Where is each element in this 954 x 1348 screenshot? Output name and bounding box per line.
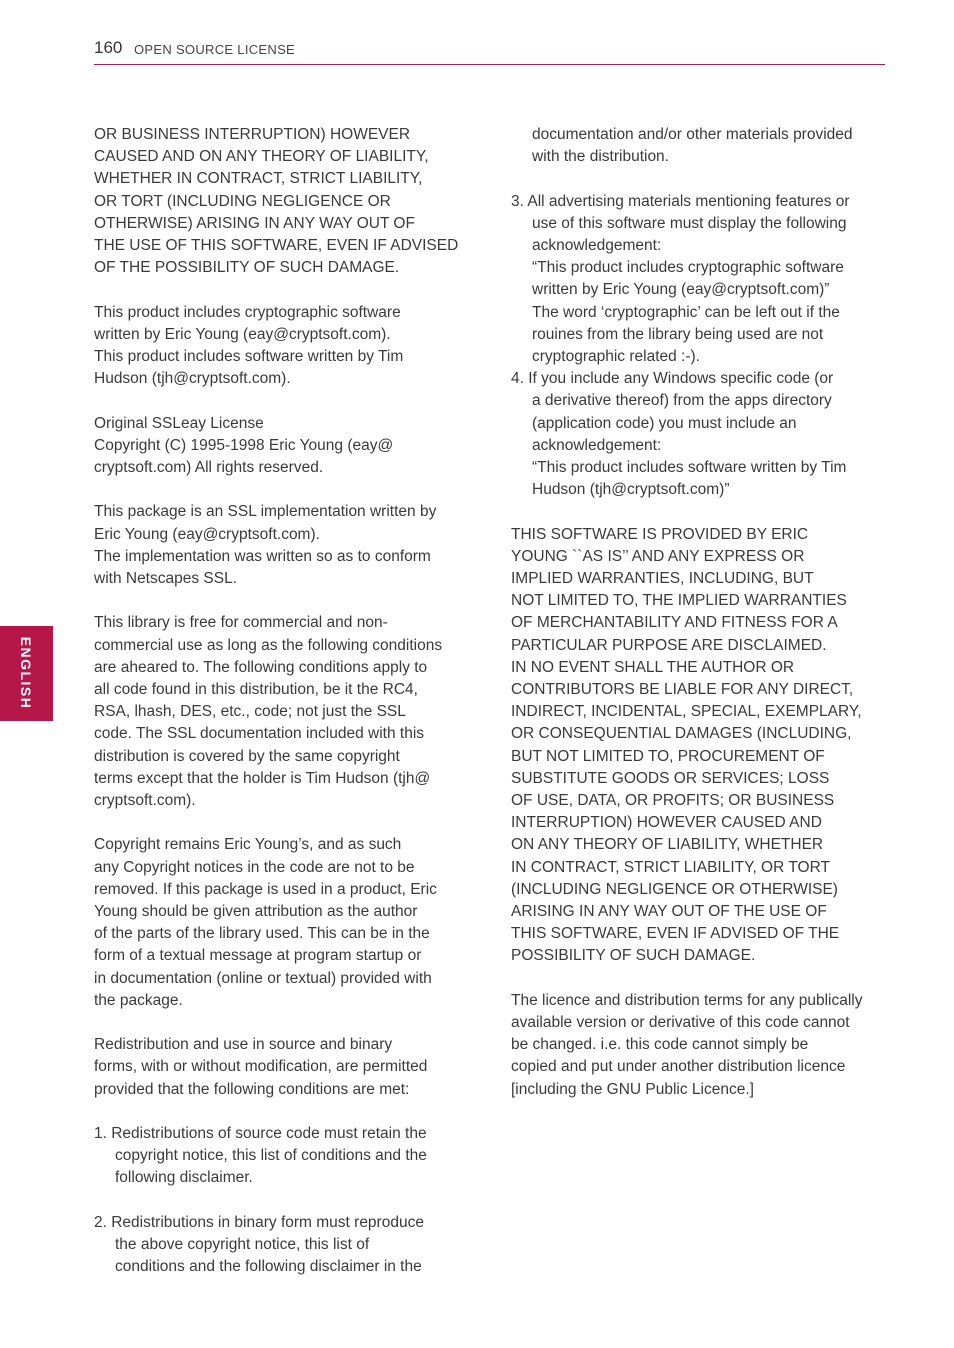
licence-terms-paragraph: The licence and distribution terms for any publically available version or derivative of this code cannot be changed. i.e. this code cannot simply be copied and put under another distribution licence [including the GNU Public Licence.] — [511, 991, 863, 1098]
ssleay-license-heading: Original SSLeay License Copyright (C) 1995-1998 Eric Young (eay@ cryptsoft.com) All rights reserved. — [94, 414, 394, 477]
left-column — [94, 124, 478, 1278]
condition-item-4: 4. If you include any Windows specific code (or a derivative thereof) from the apps directory (application code) you must include an acknowledgement: “This product includes software written by Tim Hudson (tjh@cryptsoft.com)” — [511, 370, 847, 499]
copyright-paragraph: Copyright remains Eric Young’s, and as such any Copyright notices in the code are not to be removed. If this package is used in a product, Eric Young should be given attribution as the author of the parts of the library used. This can be in the form of a textual message at program startup or in documentation (online or textual) provided with the package. — [94, 836, 437, 1009]
condition-item-2-continued: documentation and/or other materials provided with the distribution. — [532, 126, 853, 166]
language-label: ENGLISH — [18, 636, 34, 710]
free-use-paragraph: This library is free for commercial and non- commercial use as long as the following conditions are aheared to. The following conditions apply to all code found in this distribution, be it the RC4, RSA, lhash, DES, etc., code; not just the SSL code. The SSL documentation included with this distribution is covered by the same copyright terms except that the holder is Tim Hudson (tjh@ cryptsoft.com). — [94, 614, 443, 810]
language-side-tab — [0, 626, 53, 721]
redistribution-paragraph: Redistribution and use in source and binary forms, with or without modification, are permitted provided that the following conditions are met: — [94, 1036, 428, 1098]
disclaimer-paragraph: THIS SOFTWARE IS PROVIDED BY ERIC YOUNG ``AS IS’’ AND ANY EXPRESS OR IMPLIED WARRANTIES, INCLUDING, BUT NOT LIMITED TO, THE IMPLIED WARRANTIES OF MERCHANTABILITY AND FITNESS FOR A PARTICULAR PURPOSE ARE DISCLAIMED. IN NO EVENT SHALL THE AUTHOR OR CONTRIBUTORS BE LIABLE FOR ANY DIRECT, INDIRECT, INCIDENTAL, SPECIAL, EXEMPLARY, OR CONSEQUENTIAL DAMAGES (INCLUDING, BUT NOT LIMITED TO, PROCUREMENT OF SUBSTITUTE GOODS OR SERVICES; LOSS OF USE, DATA, OR PROFITS; OR BUSINESS INTERRUPTION) HOWEVER CAUSED AND ON ANY THEORY OF LIABILITY, WHETHER IN CONTRACT, STRICT LIABILITY, OR TORT (INCLUDING NEGLIGENCE OR OTHERWISE) ARISING IN ANY WAY OUT OF THE USE OF THIS SOFTWARE, EVEN IF ADVISED OF THE POSSIBILITY OF SUCH DAMAGE. — [511, 525, 862, 965]
page-header — [94, 38, 885, 65]
condition-item-1: 1. Redistributions of source code must retain the copyright notice, this list of conditions and the following disclaimer. — [94, 1125, 427, 1187]
liability-paragraph: OR BUSINESS INTERRUPTION) HOWEVER CAUSED AND ON ANY THEORY OF LIABILITY, WHETHER IN CONTRACT, STRICT LIABILITY, OR TORT (INCLUDING NEGLIGENCE OR OTHERWISE) ARISING IN ANY WAY OUT OF THE USE OF THIS SOFTWARE, EVEN IF ADVISED OF THE POSSIBILITY OF SUCH DAMAGE. — [94, 126, 459, 277]
page-number: 160 — [94, 38, 123, 57]
condition-item-2: 2. Redistributions in binary form must reproduce the above copyright notice, this list of conditions and the following disclaimer in the — [94, 1213, 424, 1276]
ssl-implementation-paragraph: This package is an SSL implementation written by Eric Young (eay@cryptsoft.com). The implementation was written so as to conform with Netscapes SSL. — [94, 503, 437, 588]
condition-item-3: 3. All advertising materials mentioning features or use of this software must display the following acknowledgement: “This product includes cryptographic software written by Eric Young (eay@cryptsoft.com)” The word ‘cryptographic’ can be left out if the rouines from the library being used are not cryptographic related :-). — [511, 192, 850, 366]
section-title: OPEN SOURCE LICENSE — [134, 42, 296, 57]
right-column — [511, 124, 896, 1123]
crypto-credit-paragraph: This product includes cryptographic software written by Eric Young (eay@cryptsoft.com). This product includes software written by Tim Hudson (tjh@cryptsoft.com). — [94, 303, 404, 388]
